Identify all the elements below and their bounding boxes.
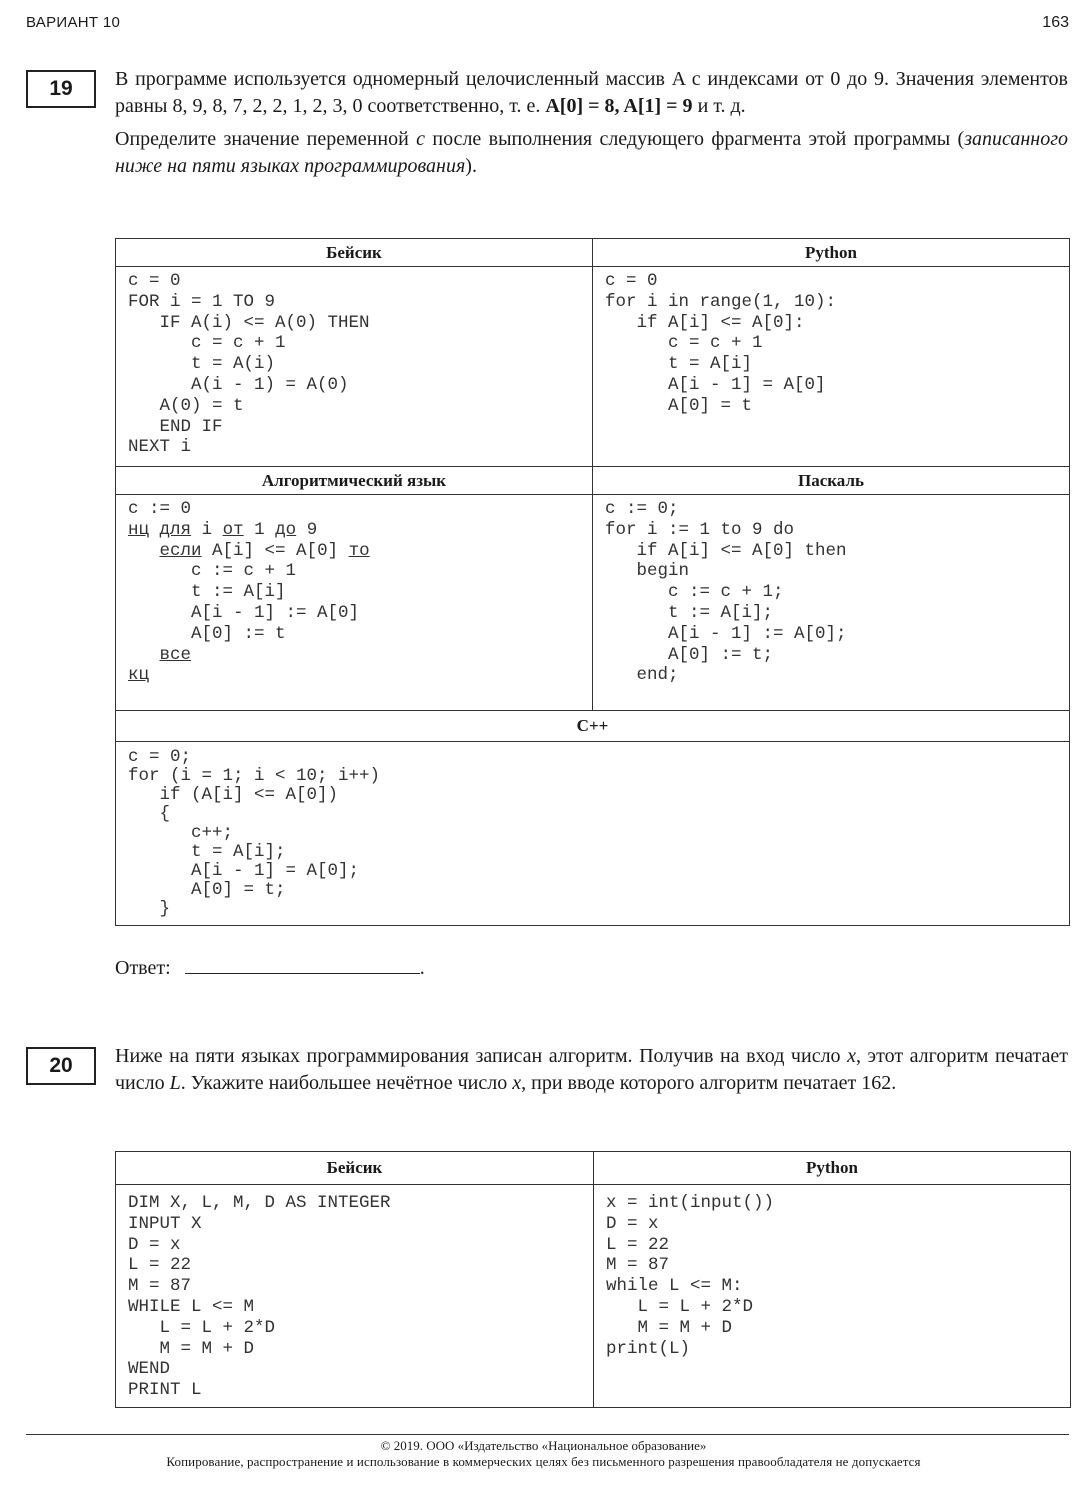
q20-basic-header: Бейсик (116, 1152, 594, 1185)
copyright-notice: Копирование, распространение и использование в коммерческих целях без письменного разрешения правообладателя не допускается (166, 1454, 921, 1469)
q20-code-table (115, 1151, 1071, 1408)
q19-pascal-header: Паскаль (593, 467, 1070, 495)
variant-label: ВАРИАНТ 10 (26, 14, 121, 31)
q19-task-italic: записанного ниже на пяти языках программирования (115, 128, 1069, 177)
q19-algo-header: Алгоритмический язык (116, 467, 593, 495)
q19-task-mid: после выполнения следующего фрагмента этой программы ( (432, 128, 965, 150)
q20-python-header: Python (594, 1152, 1071, 1185)
q19-cpp-header: C++ (116, 711, 1070, 742)
q20-var-x2: x (512, 1072, 522, 1094)
question-19-number: 19 (26, 70, 96, 108)
question-20-text (115, 1043, 1068, 1103)
question-19-text (115, 66, 1068, 186)
page-number: 163 (1042, 14, 1069, 31)
question-20-number: 20 (26, 1047, 96, 1085)
q19-cpp-code: c = 0; for (i = 1; i < 10; i++) if (A[i] <= A[0]) { c++; t = A[i]; A[i - 1] = A[0]; A[0] = t; } (128, 747, 381, 919)
q20-basic-code: DIM X, L, M, D AS INTEGER INPUT X D = x L = 22 M = 87 WHILE L <= M L = L + 2*D M = M + D WEND PRINT L (128, 1193, 391, 1401)
q20-text-3: . Укажите наибольшее нечётное число (180, 1072, 508, 1094)
answer-field[interactable] (185, 953, 420, 974)
q19-answer (115, 953, 425, 980)
q20-text-2: , этот алгоритм печатает число (115, 1045, 1068, 1094)
q19-python-code: c = 0 for i in range(1, 10): if A[i] <= A[0]: c = c + 1 t = A[i] A[i - 1] = A[0] A[0] = t (605, 271, 837, 416)
q19-pascal-code: c := 0; for i := 1 to 9 do if A[i] <= A[0] then begin c := c + 1; t := A[i]; A[i - 1] := A[0]; A[0] := t; end; (605, 499, 847, 686)
q19-python-header: Python (593, 239, 1070, 267)
answer-label: Ответ: (115, 957, 171, 979)
q20-python-code: x = int(input()) D = x L = 22 M = 87 while L <= M: L = L + 2*D M = M + D print(L) (606, 1193, 775, 1359)
copyright-line: © 2019. ООО «Издательство «Национальное образование» (380, 1438, 707, 1453)
q19-intro: В программе используется одномерный целочисленный массив A с индексами от 0 до 9. Значения элементов равны 8, 9, 8, 7, 2, 2, 1, 2, 3, 0 соответственно, т. е. (115, 68, 1068, 117)
q19-algo-code: c := 0 нц для i от 1 до 9 если A[i] <= A[0] то c := c + 1 t := A[i] A[i - 1] := A[0] A[0] := t все кц (128, 499, 370, 686)
q20-var-x: x (847, 1045, 856, 1067)
q19-task-start: Определите значение переменной (115, 128, 409, 150)
q19-intro-end: и т. д. (697, 95, 746, 117)
q20-text-1: Ниже на пяти языках программирования записан алгоритм. Получив на вход число (115, 1045, 841, 1067)
q19-task-end: ). (465, 155, 477, 177)
answer-dot: . (419, 957, 425, 979)
footer-divider (26, 1434, 1069, 1435)
q20-var-L: L (169, 1072, 181, 1094)
q19-var-c: c (416, 128, 426, 150)
q20-text-4: , при вводе которого алгоритм печатает 162. (521, 1072, 897, 1094)
q19-code-table (115, 238, 1070, 926)
q19-basic-header: Бейсик (116, 239, 593, 267)
q19-equation: A[0] = 8, A[1] = 9 (545, 95, 693, 117)
q19-basic-code: c = 0 FOR i = 1 TO 9 IF A(i) <= A(0) THEN c = c + 1 t = A(i) A(i - 1) = A(0) A(0) = t END IF NEXT i (128, 271, 370, 458)
